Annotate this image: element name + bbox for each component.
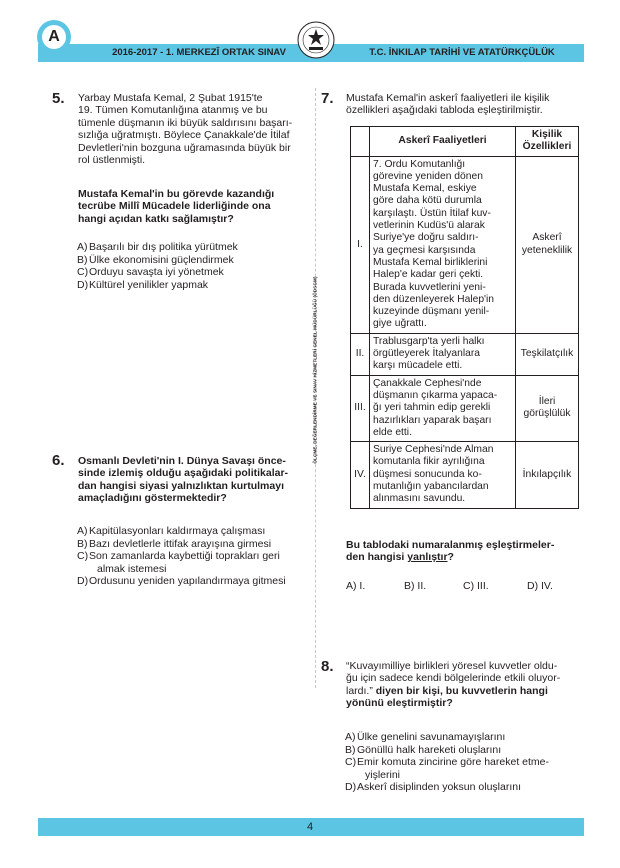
q5-question: Mustafa Kemal'in bu görevde kazandığı tecrübe Millî Mücadele liderliğinde ona hangi açıdan katkı sağlamıştır? — [78, 188, 275, 225]
q5-stem: Yarbay Mustafa Kemal, 2 Şubat 1915'te 19. Tümen Komutanlığına atanmış ve bu tümenle düşmanın iki büyük saldırısını başarı- sızlığa uğratmıştı. Böylece Çanakkale'de İtilaf Devletleri'nin bozguna uğramasında büyük bir rol üstlenmişti. — [78, 92, 293, 167]
booklet-badge — [37, 20, 71, 54]
q5-number: 5. — [52, 90, 65, 107]
course-title: T.C. İNKILAP TARİHİ VE ATATÜRKÇÜLÜK — [369, 47, 555, 58]
row-num: I. — [351, 156, 370, 333]
q7-option-a[interactable]: A) I. — [346, 580, 366, 592]
q7-question: Bu tablodaki numaralanmış eşleştirmeler- den hangisi yanlıştır? — [346, 539, 555, 564]
row-activity: Trablusgarp'ta yerli halkı örgütleyerek İtalyanlara karşı mücadele etti. — [370, 333, 516, 375]
q8-options — [345, 731, 585, 794]
table-row — [351, 333, 579, 375]
q7-option-c[interactable]: C) III. — [463, 580, 489, 592]
q5-option-c[interactable]: C) Orduyu savaşta iyi yönetmek — [77, 266, 224, 279]
q8-option-c[interactable]: C) Emir komuta zincirine göre hareket etme- yişlerini — [345, 756, 549, 781]
q7-number: 7. — [321, 90, 334, 107]
q8-stem: “Kuvayımilliye birlikleri yöresel kuvvetler oldu- ğu için sadece kendi bölgelerinde etkili oluyor- lardı.” diyen bir kişi, bu kuvvetlerin hangi yönünü eleştirmiştir? — [346, 660, 561, 710]
q6-option-a[interactable]: A) Kapitülasyonları kaldırmaya çalışması — [77, 525, 266, 537]
q5-options — [77, 241, 309, 291]
q6-option-d[interactable]: D) Ordusunu yeniden yapılandırmaya gitmesi — [77, 575, 286, 588]
row-trait: Teşkilatçılık — [516, 333, 579, 375]
table-header-row — [351, 127, 579, 157]
table-row — [351, 375, 579, 441]
q8-option-d[interactable]: D) Askerî disiplinden yoksun oluşlarını — [345, 781, 522, 794]
row-trait: İnkılapçılık — [516, 442, 579, 508]
booklet-letter: A — [42, 25, 66, 49]
table-row — [351, 156, 579, 333]
row-num: II. — [351, 333, 370, 375]
q8-number: 8. — [321, 658, 334, 675]
q7-stem: Mustafa Kemal'in askerî faaliyetleri ile kişilik özellikleri aşağıdaki tabloda eşleştirilmiştir. — [346, 92, 550, 117]
row-num: IV. — [351, 442, 370, 508]
publisher-side-text: ÖLÇME, DEĞERLENDİRME VE SINAV HİZMETLERİ GENEL MÜDÜRLÜĞÜ (ÖDSGM) — [312, 276, 318, 464]
q5-option-d[interactable]: D) Kültürel yenilikler yapmak — [77, 278, 209, 291]
q7-option-d[interactable]: D) IV. — [527, 580, 553, 592]
q7-table — [350, 126, 579, 509]
page-number: 4 — [306, 821, 314, 833]
table-row — [351, 442, 579, 508]
q6-number: 6. — [52, 452, 65, 469]
row-num: III. — [351, 375, 370, 441]
row-trait: İleri görüşlülük — [516, 375, 579, 441]
q5-option-a[interactable]: A) Başarılı bir dış politika yürütmek — [77, 241, 238, 253]
q8-option-a[interactable]: A) Ülke genelini savunamayışlarını — [345, 731, 506, 743]
header-trait: Kişilik Özellikleri — [516, 127, 579, 157]
q6-option-c[interactable]: C) Son zamanlarda kaybettiği toprakları geri almak istemesi — [77, 550, 280, 575]
q6-option-b[interactable]: B) Bazı devletlerle ittifak arayışına girmesi — [77, 537, 272, 550]
exam-title: 2016-2017 - 1. MERKEZÎ ORTAK SINAV — [112, 47, 286, 58]
q8-option-b[interactable]: B) Gönüllü halk hareketi oluşlarını — [345, 743, 502, 756]
q5-option-b[interactable]: B) Ülke ekonomisini güçlendirmek — [77, 253, 234, 266]
meb-emblem-icon — [296, 20, 336, 60]
q6-options — [77, 525, 309, 588]
row-activity: Çanakkale Cephesi'nde düşmanın çıkarma yapaca- ğı yeri tahmin edip gerekli hazırlıkları yaparak başarı elde etti. — [370, 375, 516, 441]
q6-question: Osmanlı Devleti'nin I. Dünya Savaşı önce- sinde izlemiş olduğu aşağıdaki politikalar- dan hangisi siyasi yalnızlıktan kurtulmayı amaçladığını göstermektedir? — [78, 455, 289, 505]
row-activity: 7. Ordu Komutanlığı görevine yeniden dönen Mustafa Kemal, eskiye göre daha kötü durumla karşılaştı. Üstün İtilaf kuv- vetlerinin Kudüs'ü alarak Suriye'ye doğru saldırı- ya geçmesi karşısında Mustafa Kemal birliklerini Halep'e kadar geri çekti. Burada kuvvetlerini yeni- den düzenleyerek Halep'in kuzeyinde düşmanı yenil- giye uğrattı. — [370, 156, 516, 333]
header-empty-cell — [351, 127, 370, 157]
q7-option-b[interactable]: B) II. — [404, 580, 427, 592]
row-activity: Suriye Cephesi'nde Alman komutanla fikir ayrılığına düşmesi sonucunda ko- mutanlığın yabancılardan alınmasını savundu. — [370, 442, 516, 508]
row-trait: Askerî yeteneklilik — [516, 156, 579, 333]
header-activity: Askerî Faaliyetleri — [370, 127, 516, 157]
